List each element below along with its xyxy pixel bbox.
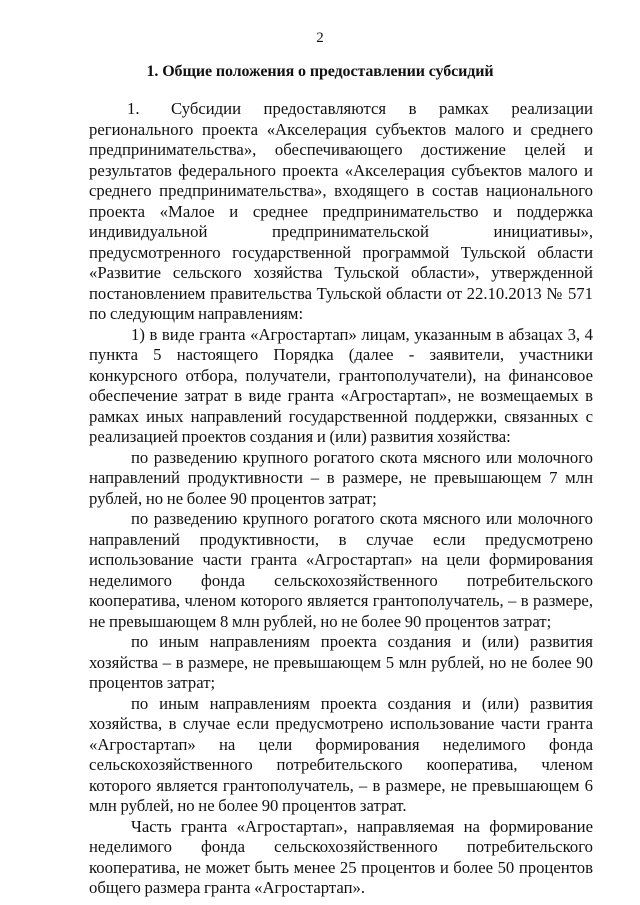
paragraph-number: 1. [127,99,140,118]
document-body [89,99,593,899]
paragraph-4: по разведению крупного рогатого скота мясного или молочного направлений продуктивности, в случае если предусмотрено использование части гранта «Агростартап» на цели формирования неделимого фонда сельскохозяйственного потребительского кооператива, членом которого является грантополучатель, – в размере, не превышающем 8 млн рублей, но не более 90 процентов затрат; [89,509,593,631]
paragraph-2: 1) в виде гранта «Агростартап» лицам, указанным в абзацах 3, 4 пункта 5 настоящего Порядка (далее - заявители, участники конкурсного отбора, получатели, грантополучатели), на финансовое обеспечение затрат в виде гранта «Агростартап», не возмещаемых в рамках иных направлений государственной поддержки, связанных с реализацией проектов создания и (или) развития хозяйства: [89,324,593,446]
section-heading: 1. Общие положения о предоставлении субсидий [146,63,494,80]
paragraph-1 [89,99,593,325]
paragraph-text: Субсидии предоставляются в рамках реализации регионального проекта «Акселерация субъектов малого и среднего предпринимательства», обеспечивающего достижение целей и результатов федерального проекта «Акселерация субъектов малого и среднего предпринимательства», входящего в состав национального проекта «Малое и среднее предпринимательство и поддержка индивидуальной предпринимательской инициативы», предусмотренного государственной программой Тульской области «Развитие сельского хозяйства Тульской области», утвержденной постановлением правительства Тульской области от 22.10.2013 № 571 по следующим направлениям: [89,99,593,323]
paragraph-7: Часть гранта «Агростартап», направляемая на формирование неделимого фонда сельскохозяйственного потребительского кооператива, не может быть менее 25 процентов и более 50 процентов общего размера гранта «Агростартап». [89,816,593,897]
paragraph-3: по разведению крупного рогатого скота мясного или молочного направлений продуктивности – в размере, не превышающем 7 млн рублей, но не более 90 процентов затрат; [89,447,593,508]
paragraph-6: по иным направлениям проекта создания и (или) развития хозяйства, в случае если предусмотрено использование части гранта «Агростартап» на цели формирования неделимого фонда сельскохозяйственного потребительского кооператива, членом которого является грантополучатель, – в размере, не превышающем 6 млн рублей, но не более 90 процентов затрат. [89,693,593,815]
paragraph-5: по иным направлениям проекта создания и (или) развития хозяйства – в размере, не превышающем 5 млн рублей, но не более 90 процентов затрат; [89,632,593,692]
page-number: 2 [316,30,324,46]
